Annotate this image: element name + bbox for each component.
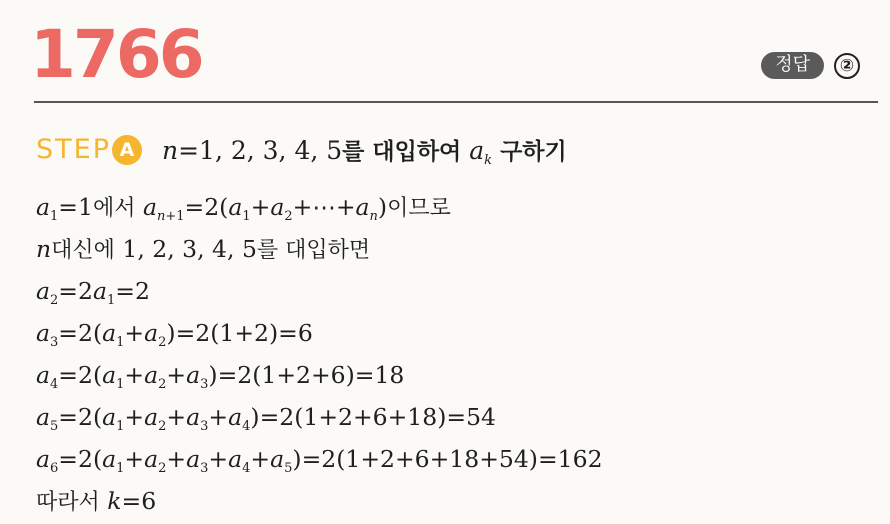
step-description: n=1, 2, 3, 4, 5를 대입하여 $a_k$ 구하기 (161, 136, 567, 168)
solution-line: $a_6=2(a_1+a_2+a_3+a_4+a_5)=2(1+2+6+18+54)=162$ (36, 445, 603, 476)
answer-choice: ② (834, 53, 860, 79)
solution-line: $a_2=2a_1=2$ (36, 277, 150, 308)
step-label: STEP (36, 134, 111, 165)
problem-number: 1766 (30, 16, 202, 93)
solution-line: 따라서 k=6 (36, 487, 157, 515)
header-divider (34, 101, 878, 103)
step-heading (36, 133, 567, 166)
step-letter-icon: A (112, 135, 142, 165)
answer-badge: 정답 (761, 52, 824, 79)
solution-line: n대신에 1, 2, 3, 4, 5를 대입하면 (36, 235, 371, 263)
solution-line: $a_1=1$에서 $a_{n+1}=2(a_1+a_2+\cdots+a_n)$이므로 (36, 193, 451, 224)
solution-line: $a_3=2(a_1+a_2)=2(1+2)=6$ (36, 319, 313, 350)
answer-area (761, 52, 860, 79)
solution-line: $a_4=2(a_1+a_2+a_3)=2(1+2+6)=18$ (36, 361, 405, 392)
solution-body (36, 186, 603, 522)
solution-line: $a_5=2(a_1+a_2+a_3+a_4)=2(1+2+6+18)=54$ (36, 403, 496, 434)
